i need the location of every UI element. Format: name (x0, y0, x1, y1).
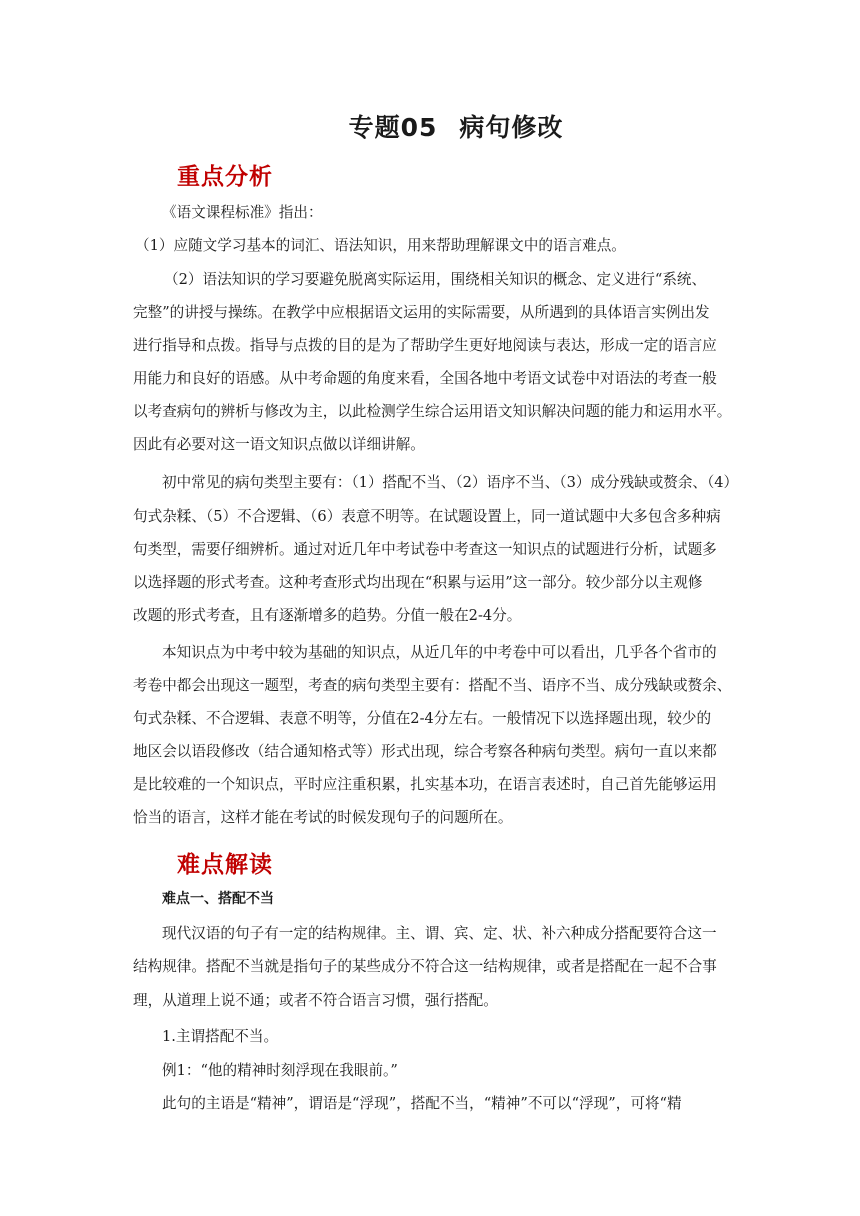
paragraph-line: 完整”的讲授与操练。在教学中应根据语文运用的实际需要，从所遇到的具体语言实例出发 (133, 304, 710, 321)
paragraph-line: 用能力和良好的语感。从中考命题的角度来看，全国各地中考语文试卷中对语法的考查一般 (133, 370, 717, 387)
paragraph-line: 现代汉语的句子有一定的结构规律。主、谓、宾、定、状、补六种成分搭配要符合这一 (162, 925, 717, 942)
paragraph-line: 《语文课程标准》指出： (162, 204, 323, 221)
paragraph-line: 以选择题的形式考查。这种考查形式均出现在“积累与运用”这一部分。较少部分以主观修 (133, 574, 703, 591)
paragraph-line: 考卷中都会出现这一题型，考查的病句类型主要有：搭配不当、语序不当、成分残缺或赘余、 (133, 677, 732, 694)
title-main: 病句修改 (459, 113, 564, 142)
paragraph-line: 是比较难的一个知识点，平时应注重积累，扎实基本功，在语言表述时，自己首先能够运用 (133, 776, 717, 793)
paragraph-line: 理，从道理上说不通；或者不符合语言习惯，强行搭配。 (133, 992, 498, 1009)
paragraph-line: 恰当的语言，这样才能在考试的时候发现句子的问题所在。 (133, 809, 513, 826)
paragraph-line: 句式杂糅、不合逻辑、表意不明等，分值在2-4分左右。一般情况下以选择题出现，较少的 (133, 710, 712, 727)
paragraph-line: 句式杂糅、（5）不合逻辑、（6）表意不明等。在试题设置上，同一道试题中大多包含多种病 (133, 508, 721, 525)
section-heading-difficulty: 难点解读 (177, 852, 273, 878)
paragraph-line: 改题的形式考查，且有逐渐增多的趋势。分值一般在2-4分。 (133, 607, 522, 624)
paragraph-line: 进行指导和点拨。指导与点拨的目的是为了帮助学生更好地阅读与表达，形成一定的语言应 (133, 337, 717, 354)
subheading: 难点一、搭配不当 (162, 891, 274, 907)
paragraph-line: 结构规律。搭配不当就是指句子的某些成分不符合这一结构规律，或者是搭配在一起不合事 (133, 958, 717, 975)
paragraph-line: （1）应随文学习基本的词汇、语法知识，用来帮助理解课文中的语言难点。 (135, 237, 626, 254)
paragraph-line: （2）语法知识的学习要避免脱离实际运用，围绕相关知识的概念、定义进行“系统、 (164, 271, 707, 288)
paragraph-line: 以考查病句的辨析与修改为主，以此检测学生综合运用语文知识解决问题的能力和运用水平。 (133, 403, 732, 420)
page-title (0, 108, 860, 144)
section-heading-key-analysis: 重点分析 (177, 164, 273, 190)
paragraph-line: 1.主谓搭配不当。 (162, 1028, 279, 1045)
paragraph-line: 地区会以语段修改（结合通知格式等）形式出现，综合考察各种病句类型。病句一直以来都 (133, 743, 717, 760)
title-prefix: 专题05 (348, 113, 438, 142)
paragraph-line: 本知识点为中考中较为基础的知识点，从近几年的中考卷中可以看出，几乎各个省市的 (162, 644, 717, 661)
paragraph-line: 因此有必要对这一语文知识点做以详细讲解。 (133, 436, 425, 453)
paragraph-line: 例1：“他的精神时刻浮现在我眼前。” (162, 1062, 398, 1079)
paragraph-line: 此句的主语是“精神”，谓语是“浮现”，搭配不当，“精神”不可以“浮现”，可将“精 (162, 1095, 682, 1112)
paragraph-line: 句类型，需要仔细辨析。通过对近几年中考试卷中考查这一知识点的试题进行分析，试题多 (133, 541, 717, 558)
paragraph-line: 初中常见的病句类型主要有：（1）搭配不当、（2）语序不当、（3）成分残缺或赘余、（4） (162, 474, 739, 491)
